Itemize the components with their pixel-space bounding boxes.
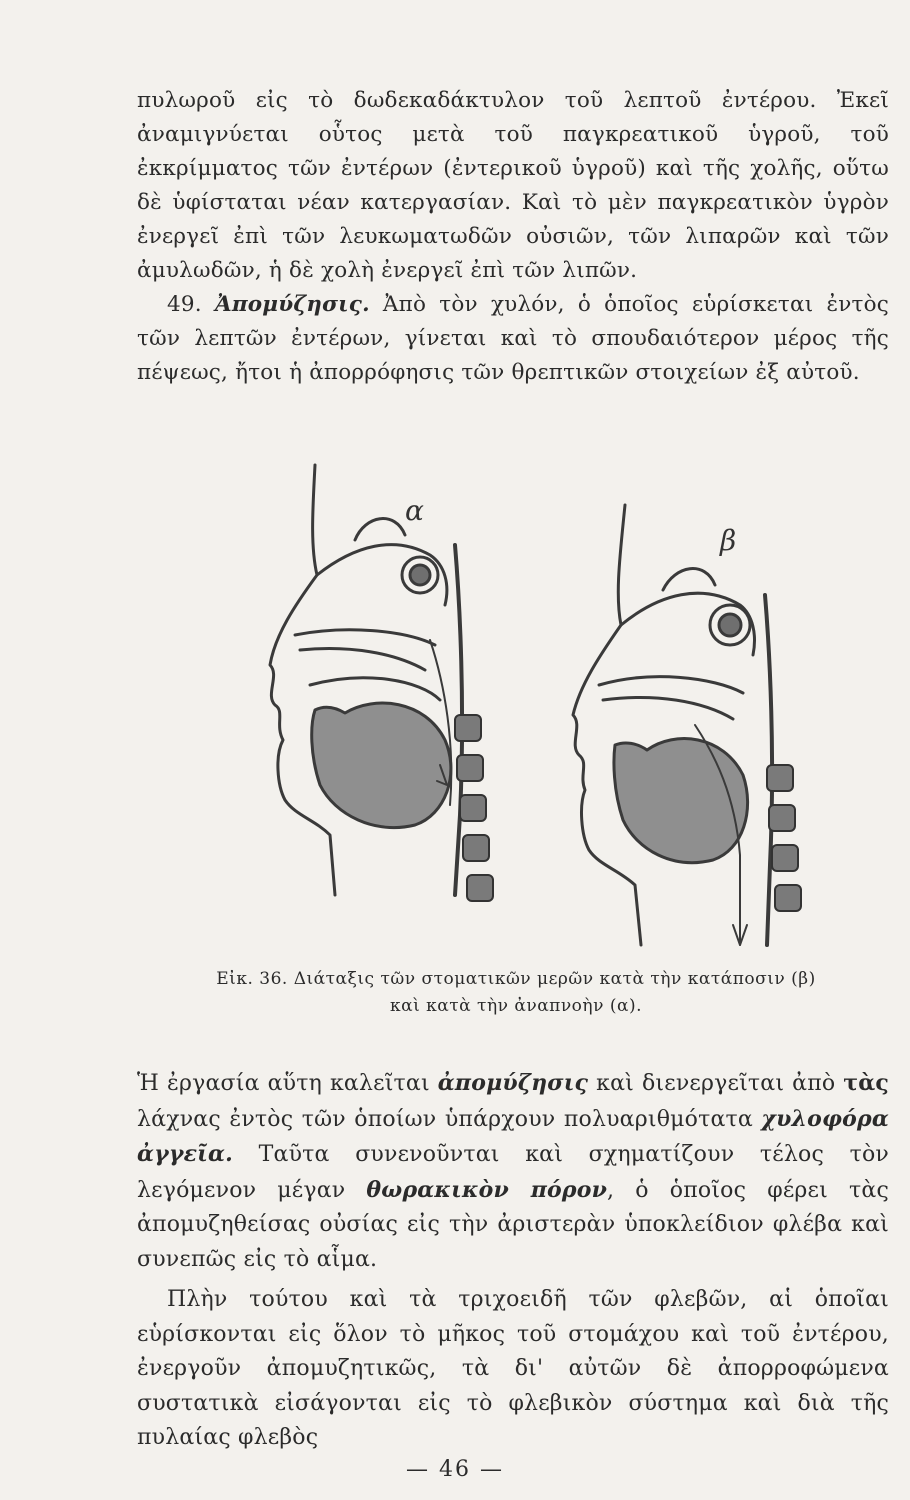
term-thoracic-duct: θωρακικὸν πόρον bbox=[366, 1176, 608, 1203]
term-lacteal-vessels: χυλοφόρα ἀγγεῖα. bbox=[137, 1105, 889, 1167]
paragraph-absorption-text: Ἀπὸ τὸν χυλόν, ὁ ὁποῖος εὑρίσκεται ἐντὸς τῶν λεπτῶν ἐντέρων, γίνεται καὶ τὸ σπουδαιότερον μέρος τῆς πέψεως, ἤτοι ἡ ἀπορρόφησις τῶν θρεπτικῶν στοιχείων ἐξ αὐτοῦ. bbox=[137, 292, 889, 385]
paragraph-absorption bbox=[137, 1066, 889, 1277]
section-number: 49. bbox=[167, 292, 202, 317]
term-absorption: ἀπομύζησις bbox=[437, 1070, 589, 1096]
section-title: Ἀπομύζησις. bbox=[214, 292, 370, 317]
top-text-block bbox=[137, 84, 889, 390]
bottom-text-block bbox=[137, 1066, 889, 1456]
caption-line-2: καὶ κατὰ τὴν ἀναπνοὴν (α). bbox=[389, 996, 642, 1016]
figure-label-beta: β bbox=[720, 524, 737, 557]
head-section-alpha bbox=[270, 465, 493, 901]
paragraph-capillaries bbox=[137, 1283, 889, 1456]
head-section-beta bbox=[573, 505, 801, 945]
caption-line-1: Εἰκ. 36. Διάταξις τῶν στοματικῶν μερῶν κατὰ τὴν κατάποσιν (β) bbox=[216, 969, 816, 989]
absorption-text-5: , ὁ ὁποῖος φέρει τὰς ἀπομυζηθείσας οὐσίας εἰς τὴν ἀριστερὰν ὑποκλείδιον φλέβα καὶ συνεπῶς εἰς τὸ αἷμα. bbox=[137, 1177, 889, 1272]
absorption-text-2: καὶ διενεργεῖται ἀπὸ bbox=[596, 1071, 836, 1096]
absorption-text-4: Ταῦτα συνενοῦνται καὶ σχηματίζουν τέλος τὸν λεγόμενον μέγαν bbox=[137, 1142, 889, 1203]
paragraph-digestion bbox=[137, 84, 889, 288]
anatomy-figure bbox=[255, 455, 885, 955]
capillaries-text: Πλὴν τούτου καὶ τὰ τριχοειδῆ τῶν φλεβῶν, αἱ ὁποῖαι εὑρίσκονται εἰς ὅλον τὸ μῆκος τοῦ στομάχου καὶ τοῦ ἐντέρου, ἐνεργοῦν ἀπομυζητικῶς, τὰ δι' αὐτῶν δὲ ἀπορροφώμενα συστατικὰ εἰσάγονται εἰς τὸ φλεβικὸν σύστημα καὶ διὰ τῆς πυλαίας φλεβὸς bbox=[137, 1287, 889, 1450]
paragraph-digestion-text: πυλωροῦ εἰς τὸ δωδεκαδάκτυλον τοῦ λεπτοῦ ἐντέρου. Ἐκεῖ ἀναμιγνύεται οὗτος μετὰ τοῦ παγκρεατικοῦ ὑγροῦ, τοῦ ἐκκρίμματος τῶν ἐντέρων (ἐντερικοῦ ὑγροῦ) καὶ τῆς χολῆς, οὕτω δὲ ὑφίσταται νέαν κατεργασίαν. Καὶ τὸ μὲν παγκρεατικὸν ὑγρὸν ἐνεργεῖ ἐπὶ τῶν λευκωματωδῶν οὐσιῶν, τῶν λιπαρῶν καὶ τῶν ἀμυλωδῶν, ἡ δὲ χολὴ ἐνεργεῖ ἐπὶ τῶν λιπῶν. bbox=[137, 88, 889, 283]
paragraph-absorption-intro bbox=[137, 288, 889, 390]
absorption-text-3: λάχνας ἐντὸς τῶν ὁποίων ὑπάρχουν πολυαριθμότατα bbox=[137, 1106, 753, 1132]
page-number: — 46 — bbox=[406, 1457, 504, 1482]
figure-caption bbox=[140, 966, 892, 1020]
absorption-text-1: Ἡ ἐργασία αὕτη καλεῖται bbox=[137, 1071, 430, 1096]
term-tas: τὰς bbox=[843, 1070, 890, 1096]
figure-label-alpha: α bbox=[405, 494, 424, 527]
